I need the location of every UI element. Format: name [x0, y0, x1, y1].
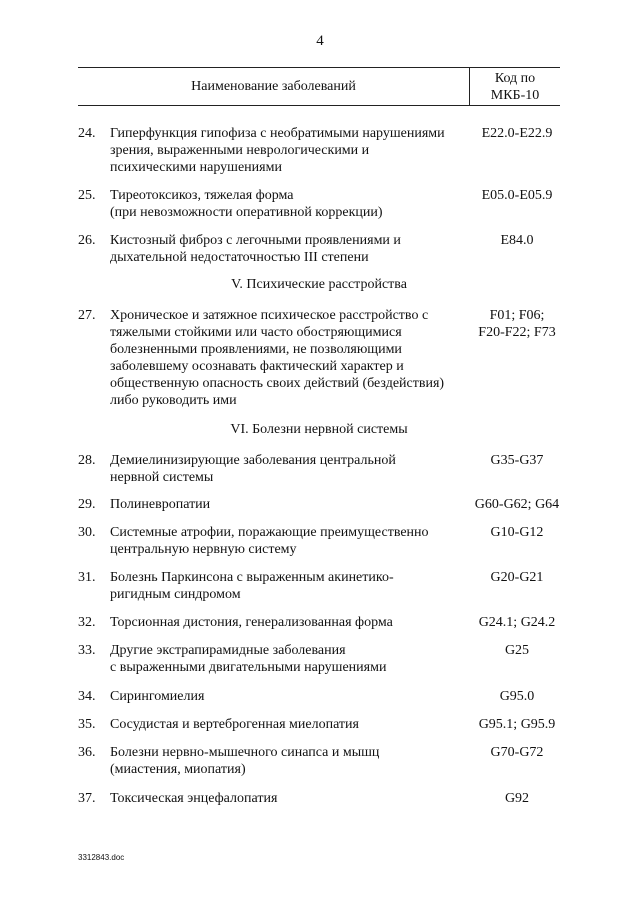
- row-number: 25.: [78, 188, 96, 203]
- disease-name: [110, 614, 470, 631]
- row-number: 31.: [78, 570, 96, 585]
- header-name-column: Наименование заболеваний: [191, 79, 356, 94]
- name-line: Тиреотоксикоз, тяжелая форма: [110, 188, 294, 203]
- icd-code: [472, 688, 562, 705]
- name-line: Хроническое и затяжное психическое расстройство с: [110, 308, 429, 323]
- row-number: 36.: [78, 745, 96, 760]
- code-line: F01; F06;: [489, 308, 545, 323]
- name-line: общественную опасность своих действий (бездействия): [110, 376, 445, 391]
- name-line: болезненными проявлениями, не позволяющими: [110, 342, 402, 357]
- name-line: Сирингомиелия: [110, 689, 205, 704]
- code-line: G35-G37: [490, 453, 544, 468]
- code-line: G24.1; G24.2: [478, 615, 556, 630]
- name-line: Токсическая энцефалопатия: [110, 791, 278, 806]
- icd-code: [472, 187, 562, 204]
- row-number: 27.: [78, 308, 96, 323]
- name-line: Другие экстрапирамидные заболевания: [110, 643, 346, 658]
- name-line: Сосудистая и вертеброгенная миелопатия: [110, 717, 359, 732]
- code-line: G92: [504, 791, 530, 806]
- disease-name: [110, 716, 470, 733]
- header-bottom-rule: [78, 105, 560, 106]
- code-line: G60-G62; G64: [474, 497, 560, 512]
- row-number: 28.: [78, 453, 96, 468]
- row-number: 32.: [78, 615, 96, 630]
- code-line: G20-G21: [490, 570, 544, 585]
- code-line: G95.0: [499, 689, 535, 704]
- name-line: Болезни нервно-мышечного синапса и мышц: [110, 745, 380, 760]
- name-line: либо руководить ими: [110, 393, 237, 408]
- row-number: 34.: [78, 689, 96, 704]
- page-number: 4: [316, 33, 324, 49]
- name-line: Кистозный фиброз с легочными проявлениями и: [110, 233, 401, 248]
- disease-name: [110, 688, 470, 705]
- disease-name: [110, 790, 470, 807]
- name-line: Болезнь Паркинсона с выраженным акинетико-: [110, 570, 394, 585]
- header-code-line-2: МКБ-10: [490, 88, 540, 103]
- disease-name: [110, 642, 470, 676]
- disease-name: [110, 125, 470, 176]
- name-line: зрения, выраженными неврологическими и: [110, 143, 370, 158]
- icd-code: [472, 790, 562, 807]
- icd-code: [472, 744, 562, 761]
- disease-name: [110, 496, 470, 513]
- name-line: Гиперфункция гипофиза с необратимыми нарушениями: [110, 126, 445, 141]
- name-line: (миастения, миопатия): [110, 762, 246, 777]
- disease-name: [110, 452, 470, 486]
- code-line: G95.1; G95.9: [478, 717, 556, 732]
- section-heading: VI. Болезни нервной системы: [230, 422, 408, 437]
- name-line: Полиневропатии: [110, 497, 211, 512]
- row-number: 26.: [78, 233, 96, 248]
- code-line: E22.0-E22.9: [481, 126, 553, 141]
- name-line: заболевшему осознавать фактический характер и: [110, 359, 404, 374]
- header-code-line-1: Код по: [494, 71, 536, 86]
- row-number: 29.: [78, 497, 96, 512]
- disease-name: [110, 524, 470, 558]
- name-line: нервной системы: [110, 470, 214, 485]
- header-code-column: [470, 70, 560, 104]
- icd-code: [472, 614, 562, 631]
- row-number: 37.: [78, 791, 96, 806]
- name-line: Системные атрофии, поражающие преимущественно: [110, 525, 429, 540]
- disease-name: [110, 187, 470, 221]
- name-line: центральную нервную систему: [110, 542, 297, 557]
- icd-code: [472, 452, 562, 469]
- name-line: психическими нарушениями: [110, 160, 282, 175]
- icd-code: [472, 496, 562, 513]
- row-number: 24.: [78, 126, 96, 141]
- disease-name: [110, 232, 470, 266]
- disease-name: [110, 569, 470, 603]
- name-line: (при невозможности оперативной коррекции): [110, 205, 383, 220]
- row-number: 30.: [78, 525, 96, 540]
- footer-filename: 3312843.doc: [78, 853, 125, 862]
- name-line: тяжелыми стойкими или часто обостряющимися: [110, 325, 402, 340]
- icd-code: [472, 125, 562, 142]
- code-line: E84.0: [500, 233, 534, 248]
- icd-code: [472, 642, 562, 659]
- code-line: G10-G12: [490, 525, 544, 540]
- icd-code: [472, 716, 562, 733]
- name-line: дыхательной недостаточностью III степени: [110, 250, 369, 265]
- section-heading: V. Психические расстройства: [231, 277, 407, 292]
- code-line: F20-F22; F73: [478, 325, 556, 340]
- row-number: 33.: [78, 643, 96, 658]
- table-top-rule: [78, 67, 560, 68]
- name-line: ригидным синдромом: [110, 587, 241, 602]
- icd-code: [472, 307, 562, 341]
- row-number: 35.: [78, 717, 96, 732]
- code-line: G70-G72: [490, 745, 544, 760]
- name-line: Демиелинизирующие заболевания центральной: [110, 453, 396, 468]
- code-line: G25: [504, 643, 530, 658]
- name-line: Торсионная дистония, генерализованная форма: [110, 615, 393, 630]
- icd-code: [472, 232, 562, 249]
- disease-name: [110, 744, 470, 778]
- name-line: с выраженными двигательными нарушениями: [110, 660, 387, 675]
- disease-name: [110, 307, 470, 409]
- icd-code: [472, 569, 562, 586]
- icd-code: [472, 524, 562, 541]
- code-line: E05.0-E05.9: [481, 188, 553, 203]
